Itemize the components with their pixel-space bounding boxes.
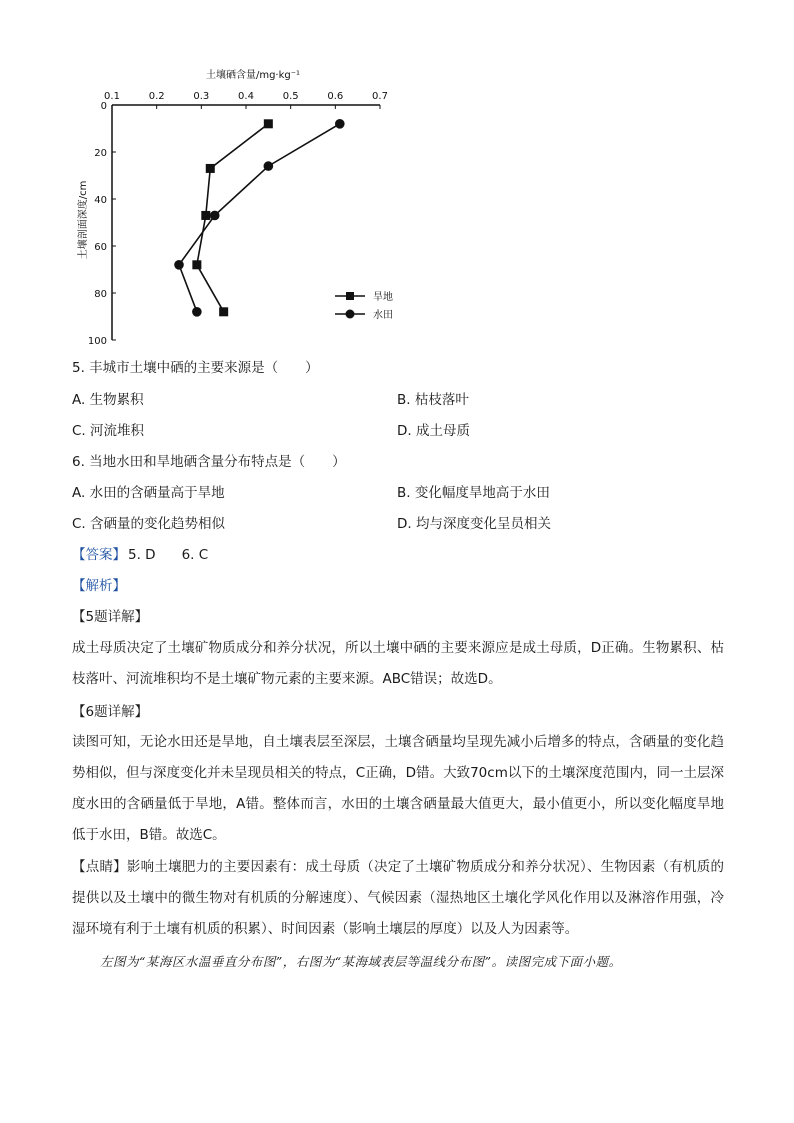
- answer-6: 6. C: [181, 547, 209, 563]
- legend-square-marker: [346, 292, 354, 300]
- tip-label: 【点睛】: [72, 859, 127, 875]
- dryland-point: [206, 164, 215, 173]
- paddy-point: [192, 307, 202, 317]
- q6-option-b: B. 变化幅度旱地高于水田: [397, 485, 550, 501]
- dryland-point: [219, 307, 228, 316]
- analysis-label: 【解析】: [72, 578, 126, 594]
- dryland-point: [264, 119, 273, 128]
- x-tick-label: 0.1: [104, 91, 120, 102]
- y-tick-label: 40: [94, 195, 107, 206]
- detail5-heading: 【5题详解】: [72, 609, 149, 625]
- detail6-heading: 【6题详解】: [72, 704, 149, 720]
- q6-stem: 6. 当地水田和旱地硒含量分布特点是（ ）: [72, 454, 346, 470]
- x-tick-label: 0.5: [282, 91, 299, 102]
- tip-text: 影响土壤肥力的主要因素有：成土母质（决定了土壤矿物质成分和养分状况）、生物因素（有机质的提供以及土壤中的微生物对有机质的分解速度）、气候因素（湿热地区土壤化学风化作用以及淋溶作用强，冷湿环境有利于土壤有机质的积累）、时间因素（影响土壤层的厚度）以及人为因素等。: [72, 859, 725, 937]
- legend-label-dryland: 旱地: [373, 292, 393, 303]
- q6-option-c: C. 含硒量的变化趋势相似: [72, 516, 226, 532]
- q5-option-d: D. 成土母质: [397, 423, 470, 439]
- x-tick-label: 0.2: [148, 91, 165, 102]
- paddy-point: [174, 260, 184, 270]
- q6-option-a: A. 水田的含硒量高于旱地: [72, 485, 225, 501]
- y-tick-label: 80: [94, 289, 107, 300]
- legend-circle-marker: [346, 310, 355, 319]
- paddy-point: [264, 161, 274, 171]
- chart-y-axis-title: 土壤剖面深度/cm: [78, 180, 89, 260]
- y-tick-label: 0: [100, 101, 107, 112]
- x-tick-labels: [104, 91, 388, 102]
- soil-selenium-chart: [60, 60, 420, 350]
- y-tick-label: 100: [87, 336, 107, 347]
- next-group-intro: 左图为“某海区水温垂直分布图”，右图为“某海域表层等温线分布图”。读图完成下面小题。: [100, 954, 622, 969]
- q6-option-d: D. 均与深度变化呈员相关: [397, 516, 551, 532]
- chart-x-axis-title: 土壤硒含量/mg·kg⁻¹: [205, 70, 301, 81]
- y-tick-label: 20: [94, 148, 107, 159]
- answer-label: 【答案】: [72, 547, 126, 563]
- detail5-text: 成土母质决定了土壤矿物质成分和养分状况，所以土壤中硒的主要来源应是成土母质，D正确。生物累积、枯枝落叶、河流堆积均不是土壤矿物元素的主要来源。ABC错误；故选D。: [72, 640, 724, 687]
- q5-option-c: C. 河流堆积: [72, 423, 145, 439]
- x-tick-label: 0.6: [327, 91, 344, 102]
- paddy-point: [335, 119, 345, 129]
- q5-option-b: B. 枯枝落叶: [397, 392, 469, 408]
- y-tick-labels: [88, 101, 107, 347]
- paddy-point: [210, 211, 220, 221]
- x-tick-label: 0.7: [372, 91, 388, 102]
- answer-5: 5. D: [128, 547, 156, 563]
- tip-paragraph: [72, 852, 724, 945]
- answer-line: [72, 545, 208, 565]
- detail6-text: 读图可知，无论水田还是旱地，自土壤表层至深层，土壤含硒量均呈现先减小后增多的特点，含硒量的变化趋势相似，但与深度变化并未呈现员相关的特点，C正确，D错。大致70cm以下的土壤深度范围内，同一土层深度水田的含硒量低于旱地，A错。整体而言，水田的土壤含硒量最大值更大，最小值更小，所以变化幅度旱地低于水田，B错。故选C。: [72, 734, 724, 843]
- dryland-point: [201, 211, 210, 220]
- q5-option-a: A. 生物累积: [72, 392, 144, 408]
- legend: [335, 290, 393, 321]
- q5-stem: 5. 丰城市土壤中硒的主要来源是（ ）: [72, 360, 319, 376]
- x-tick-label: 0.4: [238, 91, 254, 102]
- legend-label-paddy: 水田: [373, 310, 393, 321]
- dryland-point: [192, 260, 201, 269]
- x-tick-label: 0.3: [193, 91, 210, 102]
- y-tick-label: 60: [94, 242, 107, 253]
